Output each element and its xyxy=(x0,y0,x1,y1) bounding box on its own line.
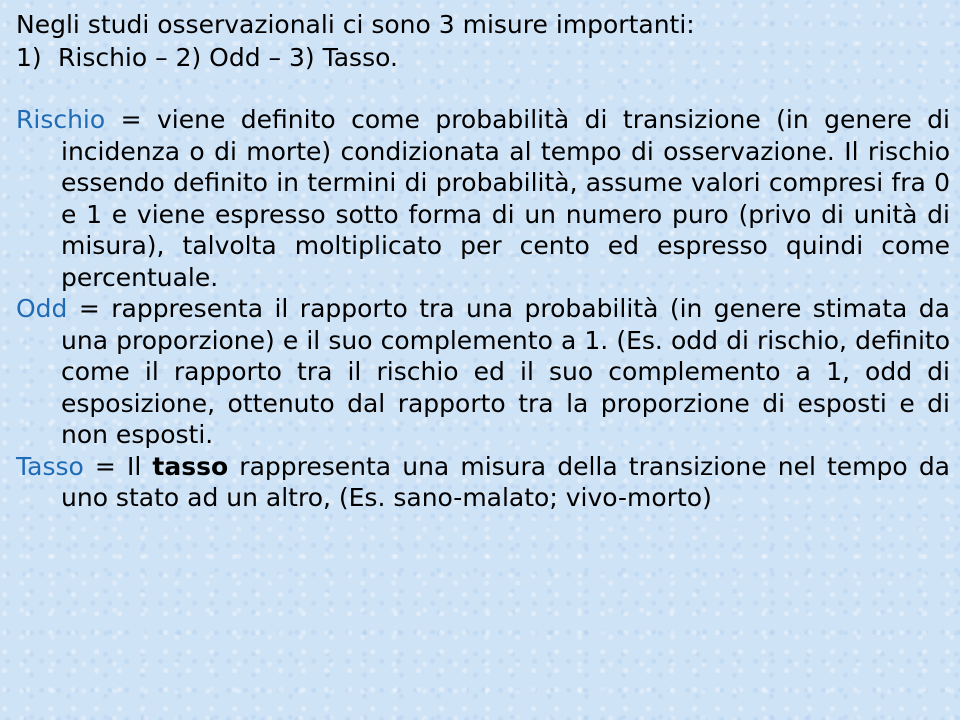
definition-rischio xyxy=(16,104,950,293)
definition-tasso-text-after: rappresenta una misura della transizione nel tempo da uno stato ad un altro, (Es. sano-malato; vivo-morto) xyxy=(61,451,951,512)
intro-block xyxy=(16,8,946,74)
intro-list-line xyxy=(16,41,946,74)
definition-tasso-text-before: = Il xyxy=(83,451,153,481)
definition-odd-text: = rappresenta il rapporto tra una probabilità (in genere stimata da una proporzione) e il suo complemento a 1. (Es. odd di rischio, definito come il rapporto tra il rischio ed il suo complemento a 1, odd di esposizione, ottenuto dal rapporto tra la proporzione di esposti e di non esposti. xyxy=(61,294,950,449)
intro-list-text: Rischio – 2) Odd – 3) Tasso. xyxy=(58,43,398,72)
term-tasso: Tasso xyxy=(16,451,84,481)
intro-line: Negli studi osservazionali ci sono 3 misure importanti: xyxy=(16,10,695,39)
term-rischio: Rischio xyxy=(16,105,106,134)
list-number: 1) xyxy=(16,43,42,72)
definition-odd xyxy=(16,293,950,451)
term-odd: Odd xyxy=(16,294,68,323)
definition-tasso xyxy=(16,451,950,514)
definitions-list xyxy=(16,104,950,514)
definition-tasso-bold: tasso xyxy=(152,451,229,481)
definition-rischio-text: = viene definito come probabilità di transizione (in genere di incidenza o di morte) condizionata al tempo di osservazione. Il rischio essendo definito in termini di probabilità, assume valori compresi fra 0 e 1 e viene espresso sotto forma di un numero puro (privo di unità di misura), talvolta moltiplicato per cento ed espresso quindi come percentuale. xyxy=(61,105,950,292)
